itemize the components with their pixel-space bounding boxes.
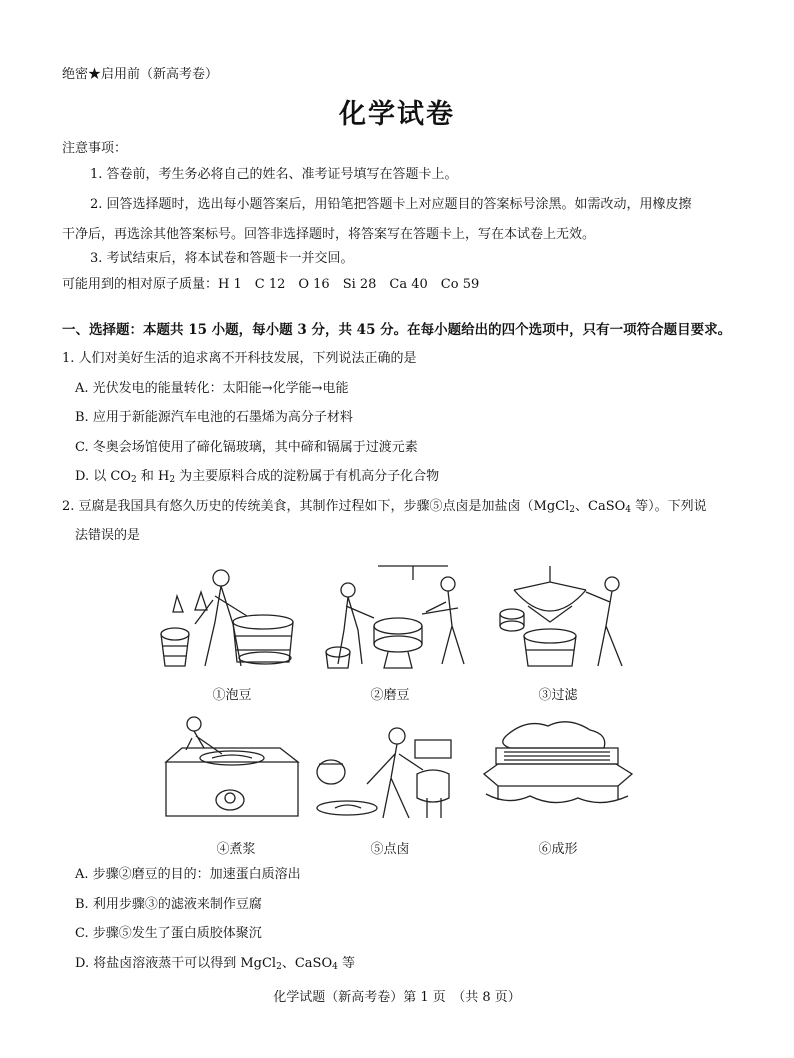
- question-1-option-c: C. 冬奥会场馆使用了碲化镉玻璃，其中碲和镉属于过渡元素: [75, 440, 418, 455]
- question-2-stem: 2. 豆腐是我国具有悠久历史的传统美食，其制作过程如下，步骤⑤点卤是加盐卤（MgCl$_2$、CaSO$_4$ 等）。下列说: [62, 499, 707, 515]
- caption-soak: ①泡豆: [212, 688, 252, 703]
- question-1-option-d: D. 以 $CO_2$ 和 $H_2$ 为主要原料合成的淀粉属于有机高分子化合物: [75, 469, 440, 485]
- section-heading: 一、选择题：本题共 15 小题，每小题 3 分，共 45 分。在每小题给出的四个选项中，只有一项符合题目要求。: [62, 322, 732, 338]
- note-item-3: 3. 考试结束后，将本试卷和答题卡一并交回。: [90, 251, 354, 266]
- caption-brine: ⑤点卤: [370, 842, 410, 857]
- caption-form: ⑥成形: [538, 842, 578, 857]
- illustration-grind-beans: [318, 560, 483, 672]
- caption-grind: ②磨豆: [370, 688, 410, 703]
- question-2-stem-line-2: 法错误的是: [75, 528, 141, 543]
- page-footer: 化学试题（新高考卷）第 1 页 （共 8 页）: [273, 990, 521, 1005]
- note-item-2-line-2: 干净后，再选涂其他答案标号。回答非选择题时，将答案写在答题卡上，写在本试卷上无效。: [62, 227, 596, 242]
- question-2-option-a: A. 步骤②磨豆的目的：加速蛋白质溶出: [75, 867, 301, 882]
- caption-boil: ④煮浆: [216, 842, 256, 857]
- notes-heading: 注意事项：: [62, 141, 128, 156]
- illustration-form-tofu: [478, 714, 638, 814]
- confidential-label: 绝密★启用前（新高考卷）: [62, 67, 219, 82]
- atomic-masses: 可能用到的相对原子质量：H 1 C 12 O 16 Si 28 Ca 40 Co 59: [62, 277, 480, 292]
- question-2-option-c: C. 步骤⑤发生了蛋白质胶体聚沉: [75, 926, 262, 941]
- question-2-option-d: D. 将盐卤溶液蒸干可以得到 MgCl$_2$、CaSO$_4$ 等: [75, 956, 355, 972]
- question-2-option-b: B. 利用步骤③的滤液来制作豆腐: [75, 897, 262, 912]
- caption-filter: ③过滤: [538, 688, 578, 703]
- illustration-add-brine: [305, 714, 465, 822]
- question-1-option-a: A. 光伏发电的能量转化：太阳能→化学能→电能: [75, 381, 349, 396]
- page-title: 化学试卷: [339, 99, 455, 130]
- note-item-1: 1. 答卷前，考生务必将自己的姓名、准考证号填写在答题卡上。: [90, 167, 458, 182]
- illustration-boil-pulp: [160, 712, 305, 824]
- question-1-option-b: B. 应用于新能源汽车电池的石墨烯为高分子材料: [75, 410, 353, 425]
- illustration-soak-beans: [155, 562, 305, 672]
- illustration-filter: [494, 562, 644, 672]
- question-1-stem: 1. 人们对美好生活的追求离不开科技发展，下列说法正确的是: [62, 351, 417, 366]
- note-item-2-line-1: 2. 回答选择题时，选出每小题答案后，用铅笔把答题卡上对应题目的答案标号涂黑。如需改动，用橡皮擦: [90, 197, 692, 212]
